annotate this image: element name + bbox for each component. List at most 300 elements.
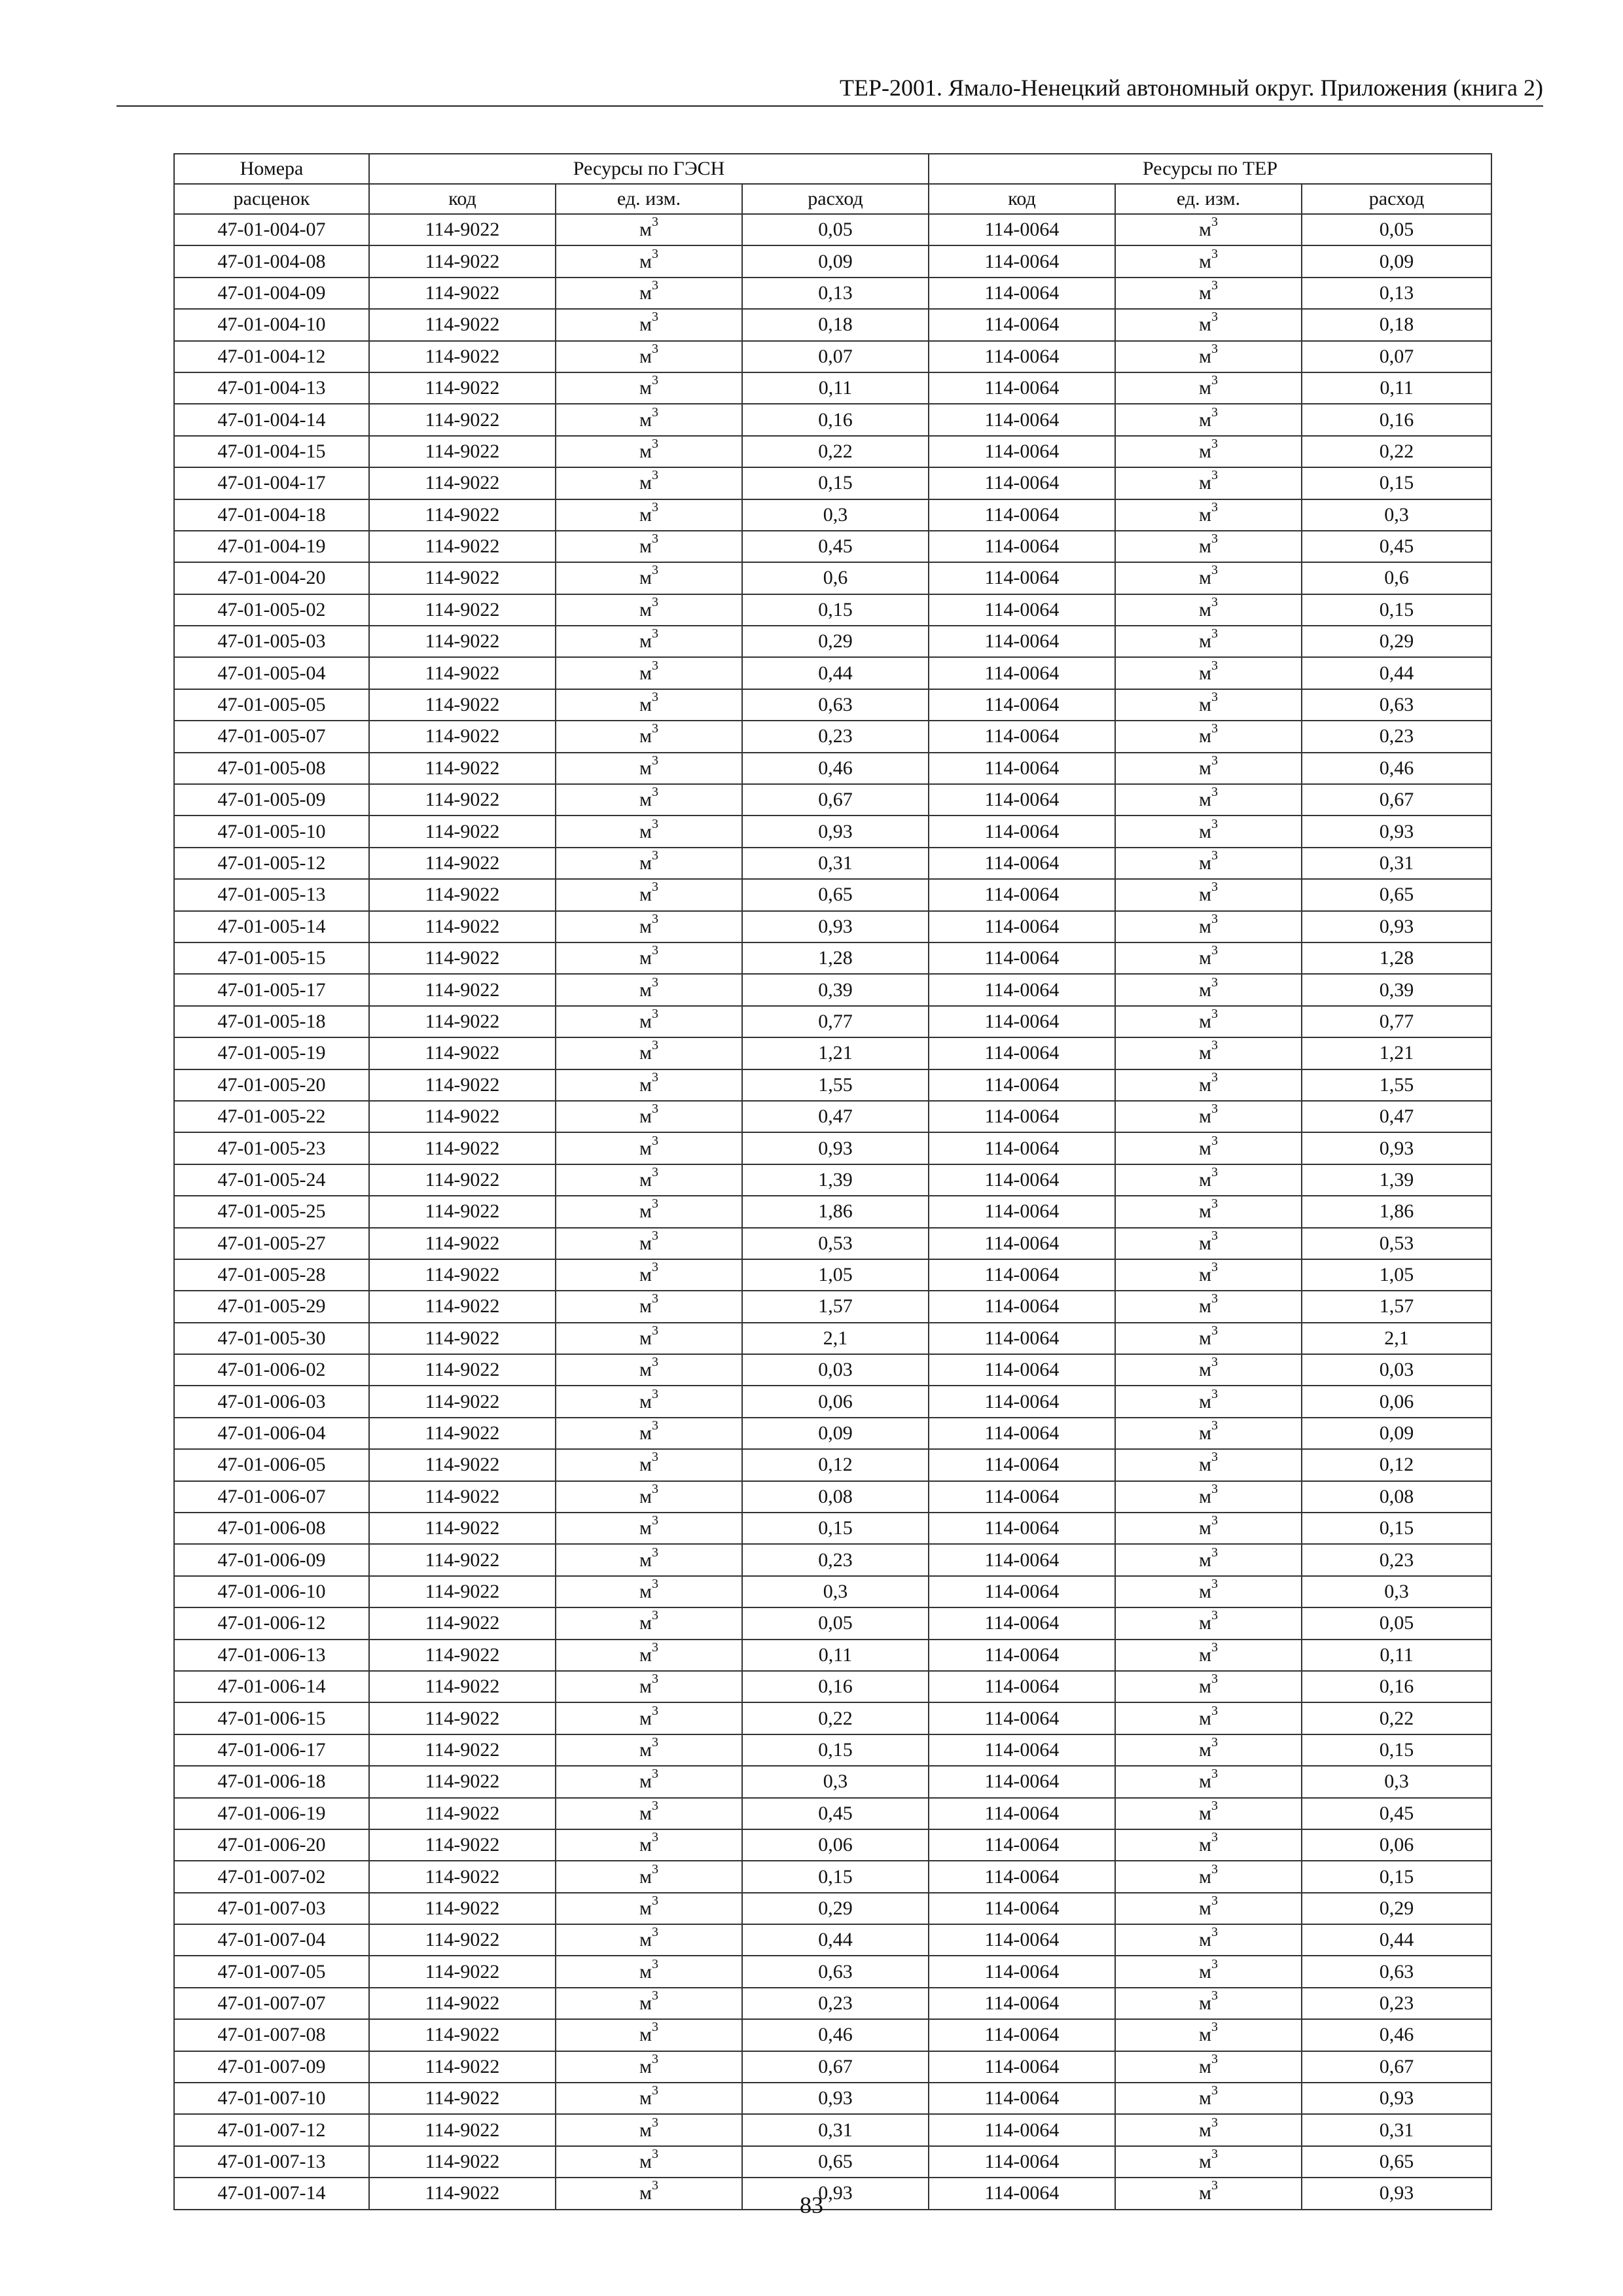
unit-exponent: 3 xyxy=(1211,1608,1218,1623)
unit-exponent: 3 xyxy=(1211,1956,1218,1971)
ter-unit-cell xyxy=(1115,848,1302,879)
gesn-code-cell: 114-9022 xyxy=(369,1291,556,1322)
ter-code-cell: 114-0064 xyxy=(929,1418,1115,1449)
gesn-code-cell: 114-9022 xyxy=(369,1069,556,1101)
gesn-amount-cell: 0,15 xyxy=(742,467,929,499)
ter-code-cell: 114-0064 xyxy=(929,1671,1115,1702)
unit-base: м xyxy=(639,1643,652,1666)
unit-exponent: 3 xyxy=(1211,721,1218,736)
gesn-code-cell: 114-9022 xyxy=(369,1513,556,1544)
ter-amount-cell: 0,44 xyxy=(1302,1924,1491,1956)
ter-unit-cell xyxy=(1115,1988,1302,2019)
unit-base: м xyxy=(639,947,652,969)
rate-number-cell: 47-01-007-09 xyxy=(174,2051,369,2083)
unit-exponent: 3 xyxy=(651,1576,658,1591)
gesn-amount-cell: 1,39 xyxy=(742,1164,929,1196)
rate-number-cell: 47-01-004-19 xyxy=(174,531,369,562)
ter-code-cell: 114-0064 xyxy=(929,1702,1115,1734)
rate-number-cell: 47-01-006-04 xyxy=(174,1418,369,1449)
ter-amount-cell: 2,1 xyxy=(1302,1323,1491,1354)
unit-exponent: 3 xyxy=(651,658,658,673)
ter-unit-cell xyxy=(1115,1702,1302,1734)
unit-exponent: 3 xyxy=(1211,880,1218,895)
table-row xyxy=(174,1037,1491,1069)
ter-amount-cell: 0,23 xyxy=(1302,1544,1491,1575)
unit-base: м xyxy=(1199,1073,1211,1096)
gesn-unit-cell xyxy=(556,2114,742,2145)
table-row xyxy=(174,1418,1491,1449)
gesn-code-cell: 114-9022 xyxy=(369,1449,556,1480)
gesn-unit-cell xyxy=(556,467,742,499)
ter-code-cell: 114-0064 xyxy=(929,1893,1115,1924)
gesn-amount-cell: 0,23 xyxy=(742,1988,929,2019)
gesn-unit-cell xyxy=(556,1829,742,1861)
table-row xyxy=(174,1132,1491,1164)
table-row xyxy=(174,689,1491,721)
unit-exponent: 3 xyxy=(651,1608,658,1623)
gesn-code-cell: 114-9022 xyxy=(369,911,556,942)
table-row xyxy=(174,1702,1491,1734)
ter-unit-cell xyxy=(1115,594,1302,626)
rate-number-cell: 47-01-006-20 xyxy=(174,1829,369,1861)
gesn-unit-cell xyxy=(556,1069,742,1101)
rate-number-cell: 47-01-005-12 xyxy=(174,848,369,879)
gesn-unit-cell xyxy=(556,816,742,847)
ter-unit-cell xyxy=(1115,1354,1302,1386)
gesn-amount-cell: 0,65 xyxy=(742,2146,929,2178)
unit-exponent: 3 xyxy=(651,310,658,325)
gesn-amount-cell: 0,13 xyxy=(742,278,929,309)
unit-base: м xyxy=(639,2182,652,2204)
unit-base: м xyxy=(639,978,652,1001)
ter-code-cell: 114-0064 xyxy=(929,1734,1115,1766)
unit-exponent: 3 xyxy=(651,1386,658,1401)
ter-amount-cell: 0,11 xyxy=(1302,372,1491,404)
unit-exponent: 3 xyxy=(1211,1734,1218,1749)
table-row xyxy=(174,1164,1491,1196)
ter-unit-cell xyxy=(1115,1481,1302,1513)
unit-exponent: 3 xyxy=(651,468,658,483)
unit-exponent: 3 xyxy=(651,404,658,420)
rate-number-cell: 47-01-006-09 xyxy=(174,1544,369,1575)
unit-exponent: 3 xyxy=(1211,310,1218,325)
ter-code-cell: 114-0064 xyxy=(929,404,1115,435)
ter-code-cell: 114-0064 xyxy=(929,1323,1115,1354)
ter-amount-cell: 0,93 xyxy=(1302,2178,1491,2209)
unit-base: м xyxy=(1199,1454,1211,1476)
ter-unit-cell xyxy=(1115,1861,1302,1892)
gesn-unit-cell xyxy=(556,911,742,942)
table-row xyxy=(174,626,1491,657)
rate-number-cell: 47-01-004-07 xyxy=(174,214,369,245)
unit-base: м xyxy=(1199,1834,1211,1856)
ter-unit-cell xyxy=(1115,1956,1302,1987)
gesn-amount-cell: 0,18 xyxy=(742,309,929,340)
unit-exponent: 3 xyxy=(1211,1133,1218,1148)
column-header-gesn-code: код xyxy=(369,184,556,214)
gesn-unit-cell xyxy=(556,1956,742,1987)
unit-base: м xyxy=(639,1422,652,1444)
unit-exponent: 3 xyxy=(651,1260,658,1275)
gesn-unit-cell xyxy=(556,1481,742,1513)
ter-code-cell: 114-0064 xyxy=(929,657,1115,689)
gesn-amount-cell: 0,22 xyxy=(742,1702,929,1734)
unit-base: м xyxy=(1199,2182,1211,2204)
gesn-amount-cell: 0,15 xyxy=(742,594,929,626)
ter-code-cell: 114-0064 xyxy=(929,1101,1115,1132)
gesn-amount-cell: 0,67 xyxy=(742,2051,929,2083)
unit-base: м xyxy=(1199,1738,1211,1761)
unit-exponent: 3 xyxy=(1211,658,1218,673)
gesn-code-cell: 114-9022 xyxy=(369,657,556,689)
table-row xyxy=(174,499,1491,531)
unit-exponent: 3 xyxy=(651,1734,658,1749)
table-row xyxy=(174,721,1491,752)
unit-exponent: 3 xyxy=(1211,1164,1218,1179)
gesn-unit-cell xyxy=(556,214,742,245)
unit-base: м xyxy=(1199,503,1211,526)
ter-unit-cell xyxy=(1115,1037,1302,1069)
unit-exponent: 3 xyxy=(1211,1703,1218,1718)
ter-amount-cell: 0,53 xyxy=(1302,1228,1491,1259)
unit-base: м xyxy=(1199,1612,1211,1634)
table-row xyxy=(174,1829,1491,1861)
gesn-unit-cell xyxy=(556,1164,742,1196)
unit-exponent: 3 xyxy=(651,1640,658,1655)
table-row xyxy=(174,879,1491,910)
unit-exponent: 3 xyxy=(1211,341,1218,356)
unit-base: м xyxy=(639,1834,652,1856)
ter-amount-cell: 0,03 xyxy=(1302,1354,1491,1386)
unit-base: м xyxy=(639,1200,652,1223)
table-row xyxy=(174,1196,1491,1227)
ter-code-cell: 114-0064 xyxy=(929,1164,1115,1196)
unit-exponent: 3 xyxy=(1211,1893,1218,1908)
ter-unit-cell xyxy=(1115,1069,1302,1101)
table-row xyxy=(174,278,1491,309)
gesn-amount-cell: 0,09 xyxy=(742,245,929,277)
unit-exponent: 3 xyxy=(1211,1102,1218,1117)
unit-base: м xyxy=(639,503,652,526)
ter-amount-cell: 0,06 xyxy=(1302,1829,1491,1861)
unit-exponent: 3 xyxy=(651,2115,658,2130)
table-row xyxy=(174,1259,1491,1291)
gesn-code-cell: 114-9022 xyxy=(369,341,556,372)
table-row xyxy=(174,341,1491,372)
gesn-amount-cell: 0,77 xyxy=(742,1006,929,1037)
unit-base: м xyxy=(639,662,652,684)
ter-amount-cell: 0,11 xyxy=(1302,1640,1491,1671)
gesn-unit-cell xyxy=(556,1259,742,1291)
unit-base: м xyxy=(639,820,652,842)
rate-number-cell: 47-01-005-10 xyxy=(174,816,369,847)
ter-code-cell: 114-0064 xyxy=(929,1829,1115,1861)
gesn-unit-cell xyxy=(556,1101,742,1132)
unit-exponent: 3 xyxy=(651,1196,658,1211)
gesn-unit-cell xyxy=(556,1798,742,1829)
table-row xyxy=(174,1354,1491,1386)
gesn-amount-cell: 0,93 xyxy=(742,1132,929,1164)
unit-base: м xyxy=(639,1359,652,1381)
table-row xyxy=(174,1544,1491,1575)
unit-exponent: 3 xyxy=(651,2083,658,2098)
header-divider xyxy=(116,105,1543,107)
rate-number-cell: 47-01-007-04 xyxy=(174,1924,369,1956)
table-header-row-1 xyxy=(174,154,1491,184)
gesn-unit-cell xyxy=(556,1702,742,1734)
unit-exponent: 3 xyxy=(651,215,658,230)
ter-code-cell: 114-0064 xyxy=(929,1513,1115,1544)
table-row xyxy=(174,1766,1491,1797)
unit-base: м xyxy=(1199,1327,1211,1349)
unit-exponent: 3 xyxy=(1211,531,1218,547)
ter-unit-cell xyxy=(1115,2051,1302,2083)
gesn-amount-cell: 0,45 xyxy=(742,531,929,562)
gesn-unit-cell xyxy=(556,1893,742,1924)
table-row xyxy=(174,1101,1491,1132)
unit-base: м xyxy=(639,1485,652,1507)
gesn-amount-cell: 0,46 xyxy=(742,753,929,784)
gesn-code-cell: 114-9022 xyxy=(369,1164,556,1196)
unit-exponent: 3 xyxy=(1211,2020,1218,2035)
ter-amount-cell: 0,65 xyxy=(1302,2146,1491,2178)
ter-amount-cell: 0,39 xyxy=(1302,974,1491,1005)
gesn-unit-cell xyxy=(556,1418,742,1449)
ter-code-cell: 114-0064 xyxy=(929,309,1115,340)
unit-exponent: 3 xyxy=(1211,1006,1218,1021)
ter-amount-cell: 0,22 xyxy=(1302,1702,1491,1734)
gesn-amount-cell: 0,23 xyxy=(742,1544,929,1575)
table-row xyxy=(174,436,1491,467)
unit-exponent: 3 xyxy=(651,1323,658,1338)
unit-base: м xyxy=(1199,915,1211,937)
gesn-amount-cell: 0,09 xyxy=(742,1418,929,1449)
gesn-amount-cell: 0,15 xyxy=(742,1513,929,1544)
unit-base: м xyxy=(639,1168,652,1191)
gesn-code-cell: 114-9022 xyxy=(369,1132,556,1164)
ter-code-cell: 114-0064 xyxy=(929,753,1115,784)
table-row xyxy=(174,2019,1491,2051)
column-header-ter-code: код xyxy=(929,184,1115,214)
table-row xyxy=(174,1449,1491,1480)
rate-number-cell: 47-01-006-19 xyxy=(174,1798,369,1829)
unit-base: м xyxy=(1199,694,1211,716)
gesn-unit-cell xyxy=(556,499,742,531)
unit-exponent: 3 xyxy=(1211,499,1218,514)
gesn-unit-cell xyxy=(556,784,742,816)
ter-unit-cell xyxy=(1115,309,1302,340)
ter-amount-cell: 0,6 xyxy=(1302,562,1491,594)
unit-exponent: 3 xyxy=(651,2178,658,2193)
ter-amount-cell: 0,06 xyxy=(1302,1386,1491,1417)
page-number: 83 xyxy=(800,2192,823,2218)
gesn-amount-cell: 0,44 xyxy=(742,657,929,689)
gesn-amount-cell: 0,3 xyxy=(742,499,929,531)
rate-number-cell: 47-01-005-08 xyxy=(174,753,369,784)
unit-base: м xyxy=(639,1105,652,1128)
ter-unit-cell xyxy=(1115,1640,1302,1671)
unit-base: м xyxy=(639,1707,652,1729)
gesn-unit-cell xyxy=(556,1354,742,1386)
ter-unit-cell xyxy=(1115,626,1302,657)
unit-exponent: 3 xyxy=(1211,2115,1218,2130)
gesn-amount-cell: 0,06 xyxy=(742,1829,929,1861)
gesn-amount-cell: 0,45 xyxy=(742,1798,929,1829)
rate-number-cell: 47-01-005-22 xyxy=(174,1101,369,1132)
unit-exponent: 3 xyxy=(1211,848,1218,863)
table-row xyxy=(174,2083,1491,2114)
gesn-amount-cell: 0,44 xyxy=(742,1924,929,1956)
rate-number-cell: 47-01-005-04 xyxy=(174,657,369,689)
unit-base: м xyxy=(639,314,652,336)
ter-amount-cell: 0,93 xyxy=(1302,2083,1491,2114)
gesn-code-cell: 114-9022 xyxy=(369,2146,556,2178)
unit-base: м xyxy=(1199,1485,1211,1507)
gesn-code-cell: 114-9022 xyxy=(369,1861,556,1892)
gesn-amount-cell: 0,12 xyxy=(742,1449,929,1480)
gesn-amount-cell: 0,03 xyxy=(742,1354,929,1386)
unit-base: м xyxy=(1199,2055,1211,2077)
gesn-unit-cell xyxy=(556,1132,742,1164)
unit-base: м xyxy=(639,1770,652,1793)
unit-exponent: 3 xyxy=(651,690,658,705)
rate-number-cell: 47-01-007-03 xyxy=(174,1893,369,1924)
gesn-unit-cell xyxy=(556,1766,742,1797)
unit-base: м xyxy=(639,472,652,494)
unit-base: м xyxy=(639,281,652,304)
gesn-amount-cell: 0,31 xyxy=(742,2114,929,2145)
unit-base: м xyxy=(1199,314,1211,336)
ter-amount-cell: 0,23 xyxy=(1302,721,1491,752)
table-row xyxy=(174,1481,1491,1513)
ter-code-cell: 114-0064 xyxy=(929,721,1115,752)
table-row xyxy=(174,753,1491,784)
gesn-amount-cell: 0,29 xyxy=(742,1893,929,1924)
ter-code-cell: 114-0064 xyxy=(929,2019,1115,2051)
unit-base: м xyxy=(639,630,652,653)
ter-amount-cell: 0,63 xyxy=(1302,1956,1491,1987)
gesn-unit-cell xyxy=(556,436,742,467)
rate-number-cell: 47-01-004-15 xyxy=(174,436,369,467)
unit-base: м xyxy=(1199,1676,1211,1698)
ter-amount-cell: 0,44 xyxy=(1302,657,1491,689)
ter-code-cell: 114-0064 xyxy=(929,784,1115,816)
ter-amount-cell: 0,93 xyxy=(1302,816,1491,847)
ter-amount-cell: 0,08 xyxy=(1302,1481,1491,1513)
unit-exponent: 3 xyxy=(651,626,658,641)
ter-amount-cell: 0,93 xyxy=(1302,1132,1491,1164)
unit-base: м xyxy=(639,1549,652,1571)
rate-number-cell: 47-01-004-20 xyxy=(174,562,369,594)
unit-base: м xyxy=(639,1960,652,1982)
table-row xyxy=(174,784,1491,816)
gesn-amount-cell: 1,05 xyxy=(742,1259,929,1291)
unit-exponent: 3 xyxy=(1211,1323,1218,1338)
gesn-unit-cell xyxy=(556,594,742,626)
column-header-ter-unit: ед. изм. xyxy=(1115,184,1302,214)
unit-base: м xyxy=(1199,1168,1211,1191)
unit-base: м xyxy=(639,219,652,241)
table-row xyxy=(174,467,1491,499)
unit-base: м xyxy=(1199,535,1211,558)
unit-exponent: 3 xyxy=(1211,2178,1218,2193)
ter-code-cell: 114-0064 xyxy=(929,942,1115,974)
table-row xyxy=(174,404,1491,435)
ter-unit-cell xyxy=(1115,1576,1302,1607)
unit-exponent: 3 xyxy=(651,2147,658,2162)
unit-exponent: 3 xyxy=(1211,2083,1218,2098)
gesn-code-cell: 114-9022 xyxy=(369,1829,556,1861)
unit-exponent: 3 xyxy=(1211,1418,1218,1433)
unit-base: м xyxy=(1199,662,1211,684)
unit-base: м xyxy=(1199,567,1211,589)
table-row xyxy=(174,1988,1491,2019)
gesn-code-cell: 114-9022 xyxy=(369,1798,556,1829)
gesn-amount-cell: 1,28 xyxy=(742,942,929,974)
unit-exponent: 3 xyxy=(1211,404,1218,420)
unit-base: м xyxy=(1199,630,1211,653)
ter-code-cell: 114-0064 xyxy=(929,278,1115,309)
gesn-code-cell: 114-9022 xyxy=(369,1481,556,1513)
ter-code-cell: 114-0064 xyxy=(929,1291,1115,1322)
ter-code-cell: 114-0064 xyxy=(929,974,1115,1005)
unit-exponent: 3 xyxy=(1211,594,1218,609)
unit-base: м xyxy=(639,789,652,811)
unit-exponent: 3 xyxy=(651,1672,658,1687)
gesn-code-cell: 114-9022 xyxy=(369,531,556,562)
rate-number-cell: 47-01-006-10 xyxy=(174,1576,369,1607)
gesn-code-cell: 114-9022 xyxy=(369,2019,556,2051)
ter-code-cell: 114-0064 xyxy=(929,2178,1115,2209)
ter-amount-cell: 0,16 xyxy=(1302,1671,1491,1702)
ter-unit-cell xyxy=(1115,1734,1302,1766)
gesn-amount-cell: 0,63 xyxy=(742,1956,929,1987)
unit-base: м xyxy=(639,345,652,367)
unit-base: м xyxy=(1199,820,1211,842)
unit-base: м xyxy=(639,884,652,906)
unit-exponent: 3 xyxy=(1211,816,1218,831)
gesn-unit-cell xyxy=(556,1291,742,1322)
ter-amount-cell: 0,05 xyxy=(1302,1607,1491,1639)
gesn-amount-cell: 0,67 xyxy=(742,784,929,816)
gesn-unit-cell xyxy=(556,1228,742,1259)
ter-unit-cell xyxy=(1115,1798,1302,1829)
table-row xyxy=(174,1291,1491,1322)
rate-number-cell: 47-01-005-15 xyxy=(174,942,369,974)
unit-base: м xyxy=(1199,978,1211,1001)
table-row xyxy=(174,372,1491,404)
unit-base: м xyxy=(1199,2024,1211,2046)
unit-base: м xyxy=(1199,1770,1211,1793)
gesn-unit-cell xyxy=(556,1449,742,1480)
unit-base: м xyxy=(1199,1643,1211,1666)
ter-amount-cell: 1,86 xyxy=(1302,1196,1491,1227)
ter-code-cell: 114-0064 xyxy=(929,848,1115,879)
unit-exponent: 3 xyxy=(651,1988,658,2003)
unit-base: м xyxy=(639,1010,652,1032)
unit-exponent: 3 xyxy=(1211,246,1218,261)
unit-exponent: 3 xyxy=(1211,1988,1218,2003)
ter-code-cell: 114-0064 xyxy=(929,1196,1115,1227)
ter-code-cell: 114-0064 xyxy=(929,1766,1115,1797)
unit-exponent: 3 xyxy=(651,2051,658,2066)
ter-code-cell: 114-0064 xyxy=(929,245,1115,277)
column-header-gesn-unit: ед. изм. xyxy=(556,184,742,214)
gesn-amount-cell: 0,23 xyxy=(742,721,929,752)
gesn-amount-cell: 0,63 xyxy=(742,689,929,721)
unit-base: м xyxy=(639,1264,652,1286)
unit-base: м xyxy=(639,1327,652,1349)
